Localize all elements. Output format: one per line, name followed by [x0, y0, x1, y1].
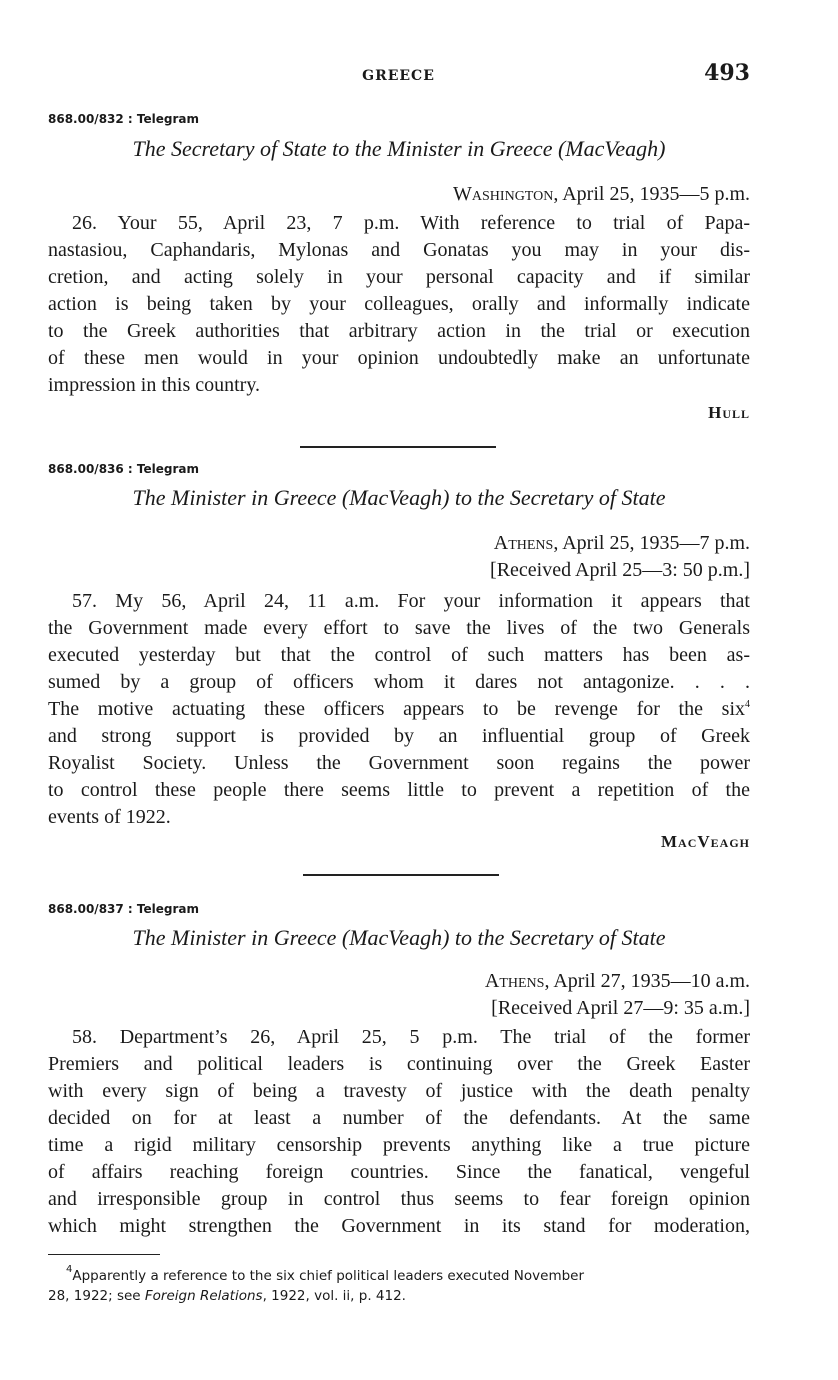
file-reference: 868.00/836 : Telegram [48, 462, 199, 476]
signature: Hull [708, 403, 750, 422]
section-divider [300, 446, 496, 448]
body-line: events of 1922. [48, 806, 171, 828]
footnote-text: 28, 1922; see [48, 1288, 145, 1304]
body-line: time a rigid military censorship prevents anything like a true picture [48, 1134, 750, 1156]
dateline-date: , April 25, 1935—7 p.m. [553, 532, 750, 554]
signature: MacVeagh [661, 832, 750, 851]
footnote-text: Apparently a reference to the six chief political leaders executed November [72, 1268, 585, 1284]
body-line: cretion, and acting solely in your personal capacity and if similar [48, 266, 750, 288]
body-line: decided on for at least a number of the defendants. At the same [48, 1107, 750, 1129]
section-divider [303, 874, 499, 876]
telegram-body [48, 210, 750, 399]
body-line: 26. Your 55, April 23, 7 p.m. With reference to trial of Papa- [72, 212, 750, 234]
footnote-marker[interactable]: 4 [745, 699, 750, 710]
document-title: The Minister in Greece (MacVeagh) to the Secretary of State [132, 485, 666, 510]
dateline-date: , April 25, 1935—5 p.m. [553, 183, 750, 205]
dateline-date: , April 27, 1935—10 a.m. [544, 970, 750, 992]
dateline [485, 968, 750, 1022]
footnote-rule [48, 1254, 160, 1255]
footnote-number: 4 [66, 1264, 73, 1275]
file-reference: 868.00/837 : Telegram [48, 902, 199, 916]
telegram-body [48, 1024, 750, 1240]
page-number: 493 [704, 60, 750, 86]
body-line: of these men would in your opinion undoubtedly make an unfortunate [48, 347, 750, 369]
body-line: to control these people there seems little to prevent a repetition of the [48, 779, 750, 801]
body-line-text: The motive actuating these officers appears to be revenge for the six [48, 698, 745, 720]
running-head [47, 60, 750, 90]
body-line: nastasiou, Caphandaris, Mylonas and Gonatas you may in your dis- [48, 239, 750, 261]
body-line-with-footnote [48, 696, 750, 723]
running-title: GREECE [362, 68, 435, 84]
footnote [48, 1266, 754, 1306]
body-line: of affairs reaching foreign countries. Since the fanatical, vengeful [48, 1161, 750, 1183]
body-line: impression in this country. [48, 374, 261, 396]
body-line: which might strengthen the Government in its stand for moderation, [48, 1215, 750, 1237]
body-line: and irresponsible group in control thus seems to fear foreign opinion [48, 1188, 750, 1210]
body-line: 58. Department’s 26, April 25, 5 p.m. The trial of the former [72, 1026, 750, 1048]
footnote-citation-title: Foreign Relations [144, 1288, 263, 1304]
dateline-place: Washington [453, 183, 554, 205]
footnote-line [48, 1266, 754, 1286]
body-line: with every sign of being a travesty of justice with the death penalty [48, 1080, 750, 1102]
body-line: to the Greek authorities that arbitrary action in the trial or execution [48, 320, 750, 342]
body-line: executed yesterday but that the control of such matters has been as- [48, 644, 750, 666]
dateline [453, 181, 750, 208]
document-title: The Secretary of State to the Minister in Greece (MacVeagh) [132, 136, 666, 161]
body-line: action is being taken by your colleagues, orally and informally indicate [48, 293, 750, 315]
body-line: Premiers and political leaders is continuing over the Greek Easter [48, 1053, 750, 1075]
document-title: The Minister in Greece (MacVeagh) to the Secretary of State [132, 925, 666, 950]
telegram-body [48, 588, 750, 831]
body-line: 57. My 56, April 24, 11 a.m. For your information it appears that [72, 590, 750, 612]
dateline-place: Athens [493, 532, 554, 554]
body-line: the Government made every effort to save the lives of the two Generals [48, 617, 750, 639]
received-line: [Received April 27—9: 35 a.m.] [491, 997, 750, 1019]
footnote-text: , 1922, vol. ii, p. 412. [262, 1288, 406, 1304]
dateline [490, 530, 750, 584]
footnote-line [48, 1286, 754, 1306]
body-line: and strong support is provided by an influential group of Greek [48, 725, 750, 747]
file-reference: 868.00/832 : Telegram [48, 112, 199, 126]
received-line: [Received April 25—3: 50 p.m.] [490, 559, 750, 581]
body-line: Royalist Society. Unless the Government soon regains the power [48, 752, 750, 774]
dateline-place: Athens [484, 970, 545, 992]
body-line: sumed by a group of officers whom it dares not antagonize. . . . [48, 671, 750, 693]
